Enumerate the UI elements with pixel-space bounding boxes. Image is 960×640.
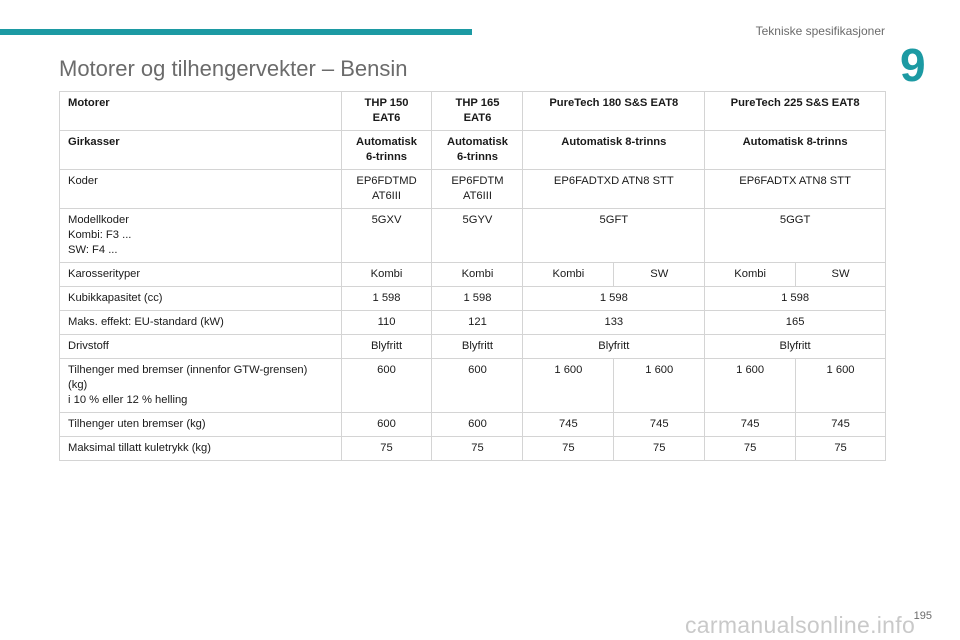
row-label-line: i 10 % eller 12 % helling bbox=[68, 394, 188, 406]
page-title: Motorer og tilhengervekter – Bensin bbox=[59, 56, 408, 81]
table-cell: PureTech 225 S&S EAT8 bbox=[705, 92, 886, 131]
row-label: Karosserityper bbox=[60, 263, 342, 287]
table-cell: 1 600 bbox=[796, 359, 886, 413]
row-label bbox=[60, 359, 342, 413]
table-row bbox=[60, 413, 886, 437]
table-cell: 75 bbox=[523, 437, 614, 461]
row-label-line: Tilhenger med bremser (innenfor GTW-grensen) bbox=[68, 364, 308, 376]
table-cell: 5GYV bbox=[432, 209, 523, 263]
table-cell: EP6FADTXD ATN8 STT bbox=[523, 170, 705, 209]
table-cell: Blyfritt bbox=[432, 335, 523, 359]
table-cell: 1 598 bbox=[341, 287, 432, 311]
table-cell: 165 bbox=[705, 311, 886, 335]
table-cell: Automatisk 8-trinns bbox=[523, 131, 705, 170]
table-cell: 745 bbox=[796, 413, 886, 437]
table-cell: 133 bbox=[523, 311, 705, 335]
table-cell: THP 165 EAT6 bbox=[432, 92, 523, 131]
row-label: Drivstoff bbox=[60, 335, 342, 359]
row-label: Maksimal tillatt kuletrykk (kg) bbox=[60, 437, 342, 461]
row-label: Kubikkapasitet (cc) bbox=[60, 287, 342, 311]
engine-spec-table bbox=[59, 91, 886, 461]
table-row bbox=[60, 263, 886, 287]
row-label-line: (kg) bbox=[68, 379, 88, 391]
row-label: Motorer bbox=[60, 92, 342, 131]
table-cell: 75 bbox=[432, 437, 523, 461]
table-cell: 121 bbox=[432, 311, 523, 335]
table-row bbox=[60, 335, 886, 359]
page-number: 195 bbox=[913, 610, 932, 622]
table-cell: 5GFT bbox=[523, 209, 705, 263]
row-label-line: Kombi: F3 ... bbox=[68, 229, 132, 241]
table-cell: 1 598 bbox=[523, 287, 705, 311]
row-label-line: SW: F4 ... bbox=[68, 244, 118, 256]
table-row bbox=[60, 92, 886, 131]
table-cell: 1 598 bbox=[432, 287, 523, 311]
table-cell: 5GGT bbox=[705, 209, 886, 263]
table-cell: 745 bbox=[614, 413, 705, 437]
table-cell: Blyfritt bbox=[523, 335, 705, 359]
table-cell: 1 598 bbox=[705, 287, 886, 311]
table-cell: THP 150 EAT6 bbox=[341, 92, 432, 131]
table-row bbox=[60, 359, 886, 413]
table-cell: 600 bbox=[341, 359, 432, 413]
table-cell: Automatisk 6-trinns bbox=[432, 131, 523, 170]
table-cell: Blyfritt bbox=[705, 335, 886, 359]
table-cell: SW bbox=[614, 263, 705, 287]
table-cell: Kombi bbox=[523, 263, 614, 287]
table-cell: 600 bbox=[341, 413, 432, 437]
row-label bbox=[60, 209, 342, 263]
section-title: Tekniske spesifikasjoner bbox=[755, 24, 885, 38]
watermark: carmanualsonline.info bbox=[685, 612, 916, 638]
table-cell: 1 600 bbox=[614, 359, 705, 413]
table-cell: Kombi bbox=[432, 263, 523, 287]
table-cell: 745 bbox=[523, 413, 614, 437]
table-cell: 5GXV bbox=[341, 209, 432, 263]
chapter-number: 9 bbox=[900, 39, 926, 91]
table-row bbox=[60, 209, 886, 263]
row-label-line: Modellkoder bbox=[68, 214, 129, 226]
table-cell: Blyfritt bbox=[341, 335, 432, 359]
table-row bbox=[60, 287, 886, 311]
row-label: Girkasser bbox=[60, 131, 342, 170]
table-cell: 75 bbox=[796, 437, 886, 461]
table-cell: 1 600 bbox=[523, 359, 614, 413]
table-cell: 745 bbox=[705, 413, 796, 437]
table-cell: Kombi bbox=[341, 263, 432, 287]
table-cell: 75 bbox=[705, 437, 796, 461]
row-label: Tilhenger uten bremser (kg) bbox=[60, 413, 342, 437]
header-accent-bar bbox=[0, 29, 472, 35]
table-cell: 75 bbox=[614, 437, 705, 461]
table-cell: EP6FADTX ATN8 STT bbox=[705, 170, 886, 209]
table-cell: 1 600 bbox=[705, 359, 796, 413]
table-row bbox=[60, 437, 886, 461]
table-cell: 75 bbox=[341, 437, 432, 461]
row-label: Maks. effekt: EU-standard (kW) bbox=[60, 311, 342, 335]
table-cell: EP6FDTM AT6III bbox=[432, 170, 523, 209]
table-cell: Automatisk 6-trinns bbox=[341, 131, 432, 170]
table-cell: SW bbox=[796, 263, 886, 287]
table-cell: PureTech 180 S&S EAT8 bbox=[523, 92, 705, 131]
table-row bbox=[60, 131, 886, 170]
table-cell: 110 bbox=[341, 311, 432, 335]
table-cell: Kombi bbox=[705, 263, 796, 287]
table-cell: Automatisk 8-trinns bbox=[705, 131, 886, 170]
table-row bbox=[60, 311, 886, 335]
table-cell: 600 bbox=[432, 413, 523, 437]
table-row bbox=[60, 170, 886, 209]
table-cell: 600 bbox=[432, 359, 523, 413]
row-label: Koder bbox=[60, 170, 342, 209]
table-cell: EP6FDTMD AT6III bbox=[341, 170, 432, 209]
